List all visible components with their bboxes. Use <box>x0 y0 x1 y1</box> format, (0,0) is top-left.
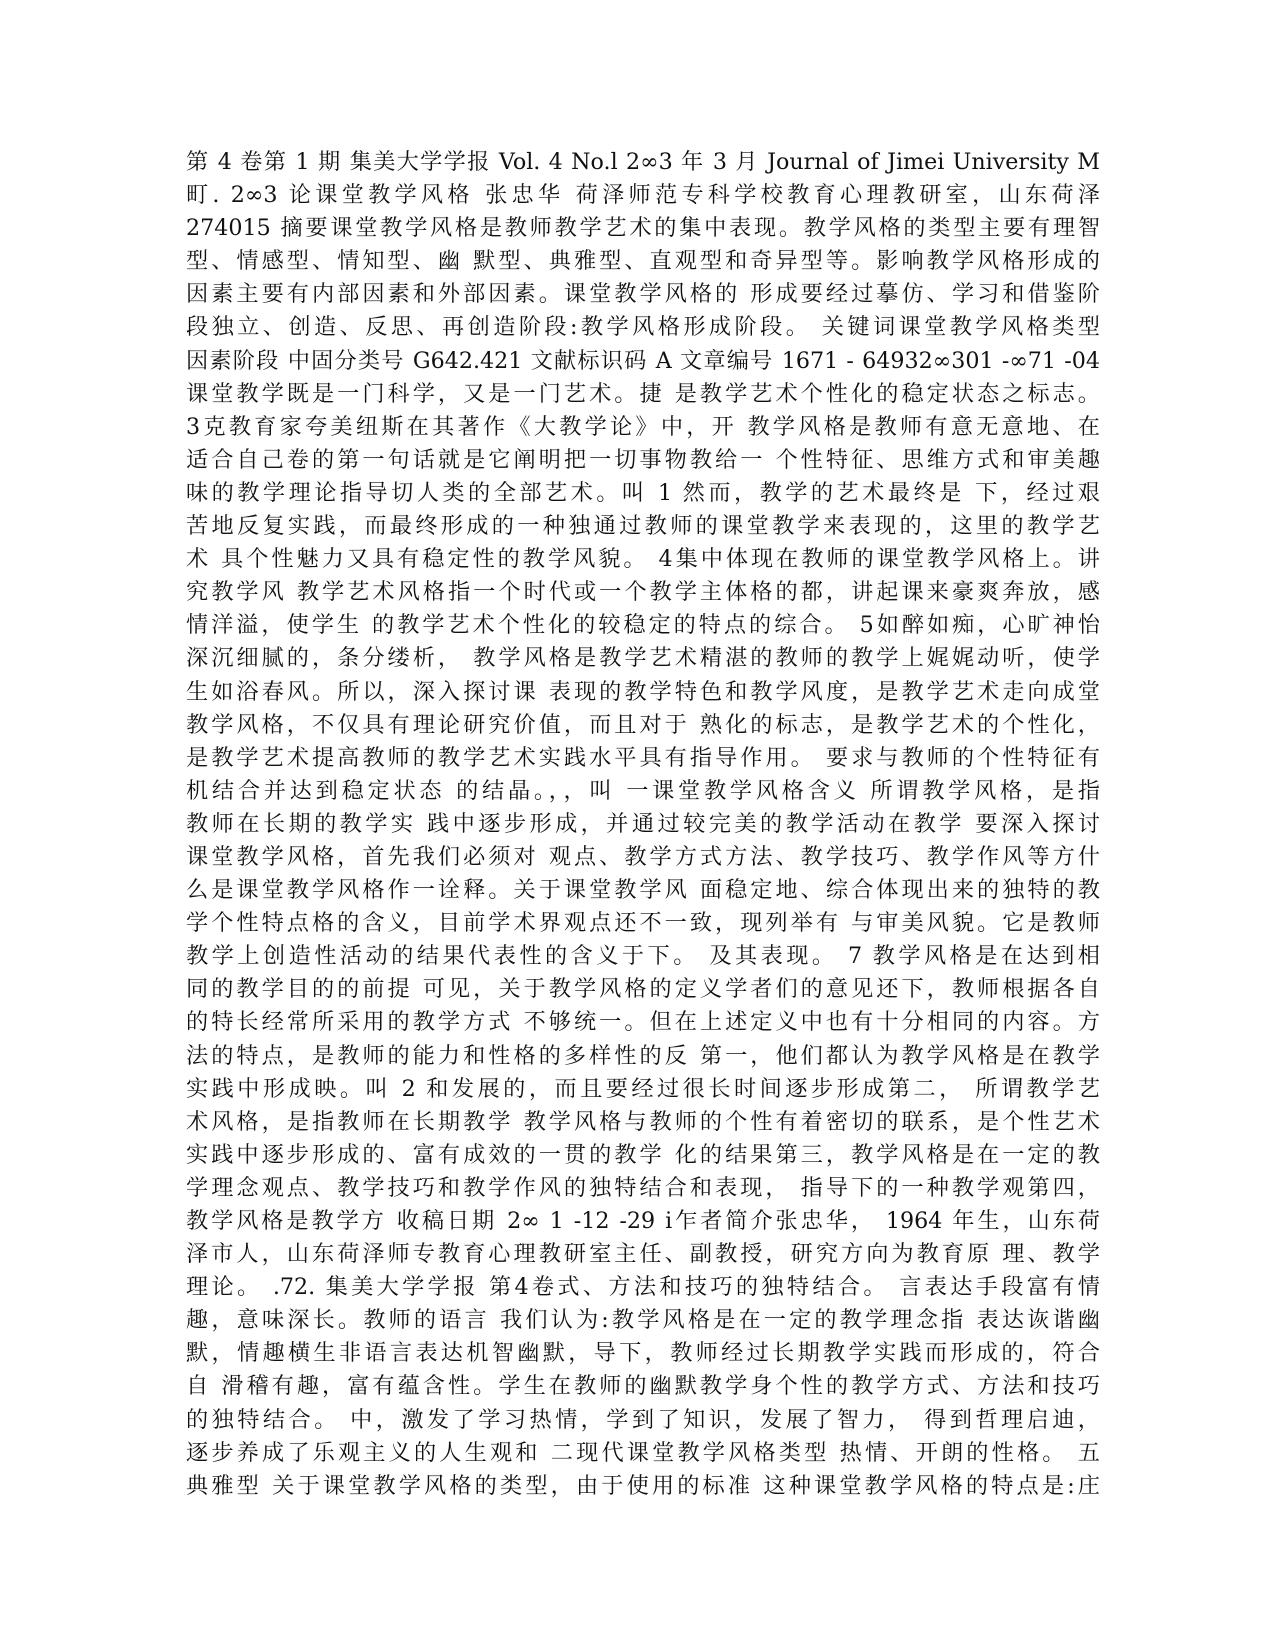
text-line: 第 4 卷第 1 期 集美大学学报 Vol. 4 No.l 2∞3 年 3 月 Journal of Jimei University M <box>186 149 1100 175</box>
text-line: 教学上创造性活动的结果代表性的含义于下。 及其表现。 7 教学风格是在达到相 <box>186 943 1100 970</box>
text-line: 默，情趣横生非语言表达机智幽默，导下，教师经过长期教学实践而形成的，符合 <box>186 1340 1100 1367</box>
text-line: 法的特点，是教师的能力和性格的多样性的反 第一，他们都认为教学风格是在教学 <box>186 1042 1100 1069</box>
text-line: 的独特结合。 中，激发了学习热情，学到了知识，发展了智力， 得到哲理启迪， <box>186 1406 1100 1433</box>
text-line: 苦地反复实践，而最终形成的一种独通过教师的课堂教学来表现的，这里的教学艺 <box>186 513 1100 540</box>
text-line: 适合自己卷的第一句话就是它阐明把一切事物教给一 个性特征、思维方式和审美趣 <box>186 446 1100 473</box>
text-line: 段独立、创造、反思、再创造阶段:教学风格形成阶段。 关键词课堂教学风格类型 <box>186 314 1100 341</box>
text-line: 生如浴春风。所以，深入探讨课 表现的教学特色和教学风度，是教学艺术走向成堂 <box>186 678 1100 705</box>
text-line: 教学风格，不仅具有理论研究价值，而且对于 熟化的标志，是教学艺术的个性化， <box>186 711 1100 738</box>
text-line: 究教学风 教学艺术风格指一个时代或一个教学主体格的都，讲起课来豪爽奔放，感 <box>186 579 1100 606</box>
text-line: 泽市人，山东荷泽师专教育心理教研室主任、副教授，研究方向为教育原 理、教学 <box>186 1241 1100 1268</box>
text-line: 同的教学目的的前提 可见，关于教学风格的定义学者们的意见还下，教师根据各自 <box>186 976 1100 1003</box>
text-line: 逐步养成了乐观主义的人生观和 二现代课堂教学风格类型 热情、开朗的性格。 五 <box>186 1439 1100 1466</box>
text-line: 课堂教学既是一门科学，又是一门艺术。捷 是教学艺术个性化的稳定状态之标志。 <box>186 380 1100 407</box>
document-page <box>186 146 1100 1503</box>
text-line: 么是课堂教学风格作一诠释。关于课堂教学风 面稳定地、综合体现出来的独特的教 <box>186 877 1100 904</box>
text-line: 是教学艺术提高教师的教学艺术实践水平具有指导作用。 要求与教师的个性特征有 <box>186 744 1100 771</box>
text-line: 町. 2∞3 论课堂教学风格 张忠华 荷泽师范专科学校教育心理教研室，山东荷泽 <box>186 182 1100 209</box>
text-line: 机结合并达到稳定状态 的结晶。，，叫 一课堂教学风格含义 所谓教学风格，是指 <box>186 777 1100 804</box>
text-line: 理论。 .72. 集美大学学报 第4卷式、方法和技巧的独特结合。 言表达手段富有情 <box>186 1274 1100 1301</box>
text-line: 学个性特点格的含义，目前学术界观点还不一致，现列举有 与审美风貌。它是教师 <box>186 910 1100 937</box>
text-line: 型、情感型、情知型、幽 默型、典雅型、直观型和奇异型等。影响教学风格形成的 <box>186 248 1100 275</box>
text-line: 因素阶段 中固分类号 G642.421 文献标识码 A 文章编号 1671 - 64932∞301 -∞71 -04 <box>186 347 1100 374</box>
text-line: 深沉细腻的，条分缕析， 教学风格是教学艺术精湛的教师的教学上娓娓动听，使学 <box>186 645 1100 672</box>
text-line: 教师在长期的教学实 践中逐步形成，并通过较完美的教学活动在教学 要深入探讨 <box>186 810 1100 837</box>
text-line: 实践中形成映。叫 2 和发展的，而且要经过很长时间逐步形成第二， 所谓教学艺 <box>186 1075 1100 1102</box>
text-line: 典雅型 关于课堂教学风格的类型，由于使用的标准 这种课堂教学风格的特点是:庄 <box>186 1472 1100 1499</box>
text-line: 课堂教学风格，首先我们必须对 观点、教学方式方法、教学技巧、教学作风等方什 <box>186 843 1100 870</box>
text-line: 情洋溢，使学生 的教学艺术个性化的较稳定的特点的综合。 5如醉如痴，心旷神怡 <box>186 612 1100 639</box>
text-line: 的特长经常所采用的教学方式 不够统一。但在上述定义中也有十分相同的内容。方 <box>186 1009 1100 1036</box>
text-line: 274015 摘要课堂教学风格是教师教学艺术的集中表现。教学风格的类型主要有理智 <box>186 215 1100 242</box>
text-line: 实践中逐步形成的、富有成效的一贯的教学 化的结果第三，教学风格是在一定的教 <box>186 1141 1100 1168</box>
text-line: 3克教育家夸美纽斯在其著作《大教学论》中，开 教学风格是教师有意无意地、在 <box>186 413 1100 440</box>
text-line: 术风格，是指教师在长期教学 教学风格与教师的个性有着密切的联系，是个性艺术 <box>186 1108 1100 1135</box>
text-line: 趣，意味深长。教师的语言 我们认为:教学风格是在一定的教学理念指 表达诙谐幽 <box>186 1307 1100 1334</box>
text-line: 因素主要有内部因素和外部因素。课堂教学风格的 形成要经过摹仿、学习和借鉴阶 <box>186 281 1100 308</box>
text-line: 教学风格是教学方 收稿日期 2∞ 1 -12 -29 i乍者简介张忠华， 1964 年生，山东荷 <box>186 1208 1100 1234</box>
text-line: 味的教学理论指导切人类的全部艺术。叫 1 然而，教学的艺术最终是 下，经过艰 <box>186 479 1100 506</box>
text-line: 术 具个性魅力又具有稳定性的教学风貌。 4集中体现在教师的课堂教学风格上。讲 <box>186 546 1100 573</box>
text-line: 学理念观点、教学技巧和教学作风的独特结合和表现， 指导下的一种教学观第四， <box>186 1174 1100 1201</box>
text-line: 自 滑稽有趣，富有蕴含性。学生在教师的幽默教学身个性的教学方式、方法和技巧 <box>186 1373 1100 1400</box>
